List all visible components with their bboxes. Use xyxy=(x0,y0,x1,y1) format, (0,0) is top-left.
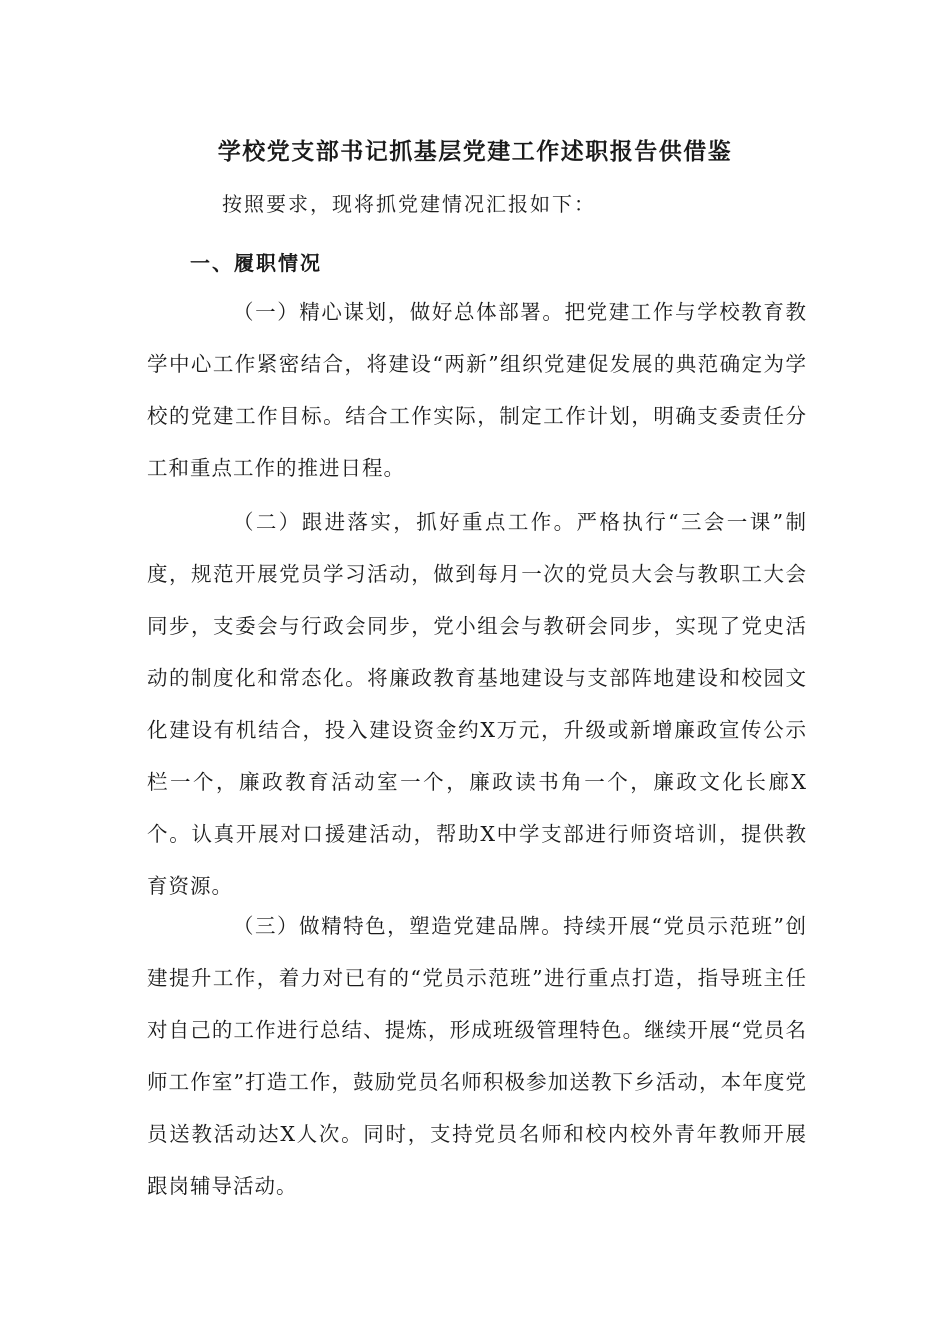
section-heading: 一、履职情况 xyxy=(190,251,322,275)
document-title: 学校党支部书记抓基层党建工作述职报告供借鉴 xyxy=(217,138,733,165)
paragraph-2: （二）跟进落实，抓好重点工作。严格执行“三会一课”制度，规范开展党员学习活动，做到每月一次的党员大会与教职工大会同步，支委会与行政会同步，党小组会与教研会同步，实现了党史活动的制度化和常态化。将廉政教育基地建设与支部阵地建设和校园文化建设有机结合，投入建设资金约X万元，升级或新增廉政宣传公示栏一个，廉政教育活动室一个，廉政读书角一个，廉政文化长廊X个。认真开展对口援建活动，帮助X中学支部进行师资培训，提供教育资源。 xyxy=(147,510,807,898)
paragraph-3: （三）做精特色，塑造党建品牌。持续开展“党员示范班”创建提升工作，着力对已有的“党员示范班”进行重点打造，指导班主任对自己的工作进行总结、提炼，形成班级管理特色。继续开展“党员名师工作室”打造工作，鼓励党员名师积极参加送教下乡活动，本年度党员送教活动达X人次。同时，支持党员名师和校内校外青年教师开展跟岗辅导活动。 xyxy=(147,914,807,1198)
intro-text: 按照要求，现将抓党建情况汇报如下： xyxy=(222,192,596,216)
paragraph-1: （一）精心谋划，做好总体部署。把党建工作与学校教育教学中心工作紧密结合，将建设“两新”组织党建促发展的典范确定为学校的党建工作目标。结合工作实际，制定工作计划，明确支委责任分工和重点工作的推进日程。 xyxy=(147,300,807,480)
